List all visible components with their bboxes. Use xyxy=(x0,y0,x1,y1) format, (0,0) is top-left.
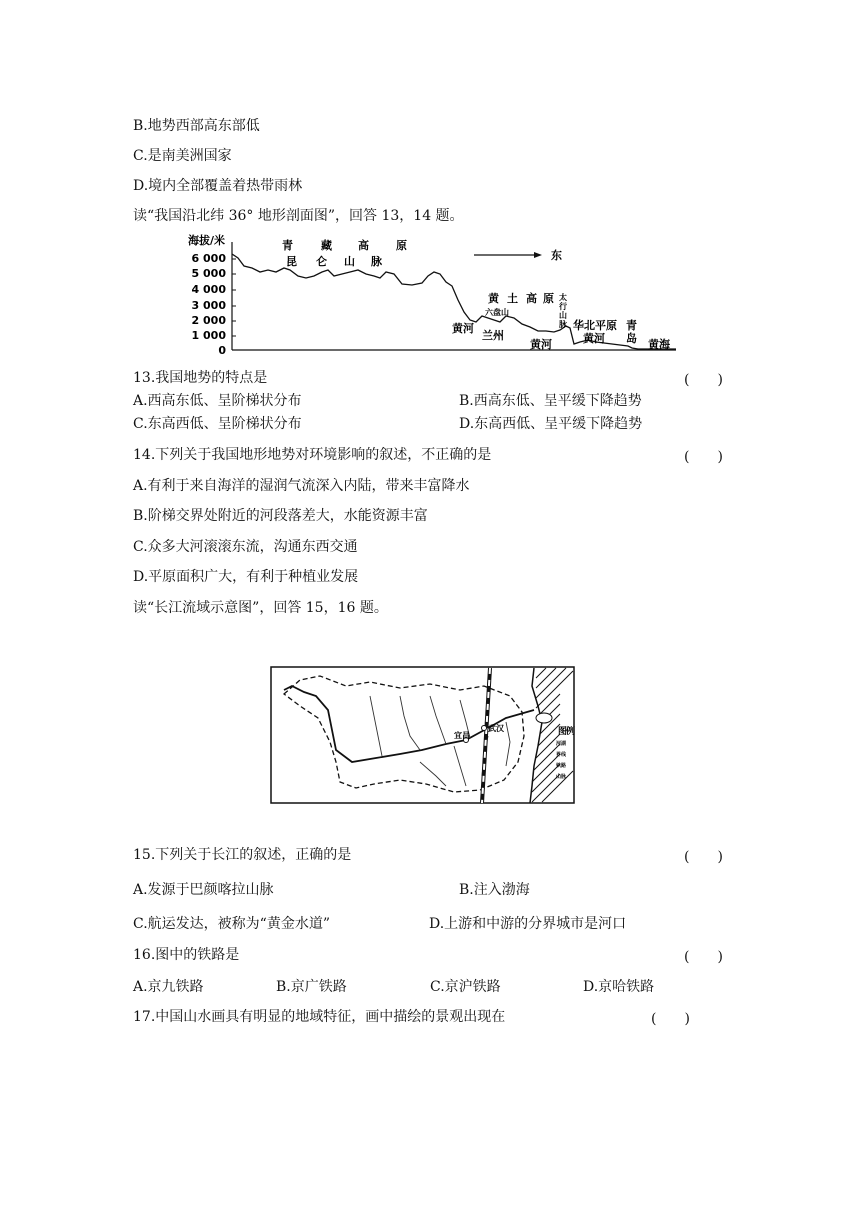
y-tick: 3 000 xyxy=(191,299,226,312)
label-taihang: 行 xyxy=(559,302,567,311)
intro-15-16: 读“长江流域示意图”，回答 15，16 题。 xyxy=(133,600,388,616)
q17-answer-bracket: ( ) xyxy=(651,1011,690,1027)
label-huangtu: 黄 xyxy=(488,292,499,305)
q15-option-b: B.注入渤海 xyxy=(459,882,530,898)
q13-option-d: D.东高西低、呈平缓下降趋势 xyxy=(459,416,643,432)
q16-option-c: C.京沪铁路 xyxy=(430,979,501,995)
q16-option-d: D.京哈铁路 xyxy=(583,979,655,995)
y-tick: 5 000 xyxy=(191,267,226,280)
q12-option-d: D.境内全部覆盖着热带雨林 xyxy=(133,178,303,194)
label-huanghe-3: 黄河 xyxy=(583,332,605,345)
label-huanghe-1: 黄河 xyxy=(452,322,474,335)
label-huanghai: 黄海 xyxy=(648,338,670,351)
label-kunlun: 仑 xyxy=(316,255,327,268)
legend-title: 例 xyxy=(566,727,576,737)
y-tick: 2 000 xyxy=(191,314,226,327)
label-huangtu: 高 xyxy=(526,292,537,305)
yangtze-basin-map xyxy=(270,666,576,806)
q16-answer-bracket: ( ) xyxy=(684,949,723,965)
label-dao: 岛 xyxy=(626,332,637,345)
q17-stem: 17.中国山水画具有明显的地域特征，画中描绘的景观出现在 xyxy=(133,1009,506,1025)
legend-item: 界线 xyxy=(556,752,567,758)
label-liupanshan: 六盘山 xyxy=(485,308,509,317)
legend-item: 河湖 xyxy=(556,741,567,747)
legend-item: 铁路 xyxy=(556,763,567,769)
label-yichang: 宜昌 xyxy=(454,731,470,740)
label-kunlun: 山 xyxy=(344,255,355,268)
q13-option-b: B.西高东低、呈平缓下降趋势 xyxy=(459,393,642,409)
label-lanzhou: 兰州 xyxy=(482,329,504,342)
q14-stem: 14.下列关于我国地形地势对环境影响的叙述，不正确的是 xyxy=(133,447,492,463)
q13-stem: 13.我国地势的特点是 xyxy=(133,370,268,386)
intro-13-14: 读“我国沿北纬 36° 地形剖面图”，回答 13，14 题。 xyxy=(133,208,464,224)
q16-stem: 16.图中的铁路是 xyxy=(133,947,240,963)
y-tick: 6 000 xyxy=(191,252,226,265)
y-axis-title: 海拔/米 xyxy=(188,234,226,247)
east-arrow-head xyxy=(534,252,542,258)
q14-answer-bracket: ( ) xyxy=(684,449,723,465)
q13-answer-bracket: ( ) xyxy=(684,372,723,388)
q13-option-c: C.东高西低、呈阶梯状分布 xyxy=(133,416,302,432)
q14-option-c: C.众多大河滚滚东流，沟通东西交通 xyxy=(133,539,358,555)
label-huabei: 华北平原 xyxy=(573,319,617,332)
q16-option-b: B.京广铁路 xyxy=(276,979,347,995)
q16-option-a: A.京九铁路 xyxy=(133,979,204,995)
q15-option-c: C.航运发达，被称为“黄金水道” xyxy=(133,916,330,932)
label-qingzang: 原 xyxy=(396,239,407,252)
lake xyxy=(536,713,552,723)
y-tick: 1 000 xyxy=(191,329,226,342)
label-taihang: 山 xyxy=(559,311,567,320)
label-taihang: 脉 xyxy=(559,320,567,329)
label-huangtu: 原 xyxy=(543,292,554,305)
q13-option-a: A.西高东低、呈阶梯状分布 xyxy=(133,393,302,409)
q12-option-b: B.地势西部高东部低 xyxy=(133,118,260,134)
label-qing: 青 xyxy=(626,319,637,332)
wuhan-marker xyxy=(482,726,487,731)
label-qingzang: 高 xyxy=(358,239,369,252)
y-tick: 4 000 xyxy=(191,283,226,296)
label-taihang: 太 xyxy=(559,293,567,302)
label-kunlun: 昆 xyxy=(286,255,297,268)
label-huangtu: 土 xyxy=(507,292,518,305)
y-tick: 0 xyxy=(218,344,226,357)
terrain-profile-chart xyxy=(186,232,686,357)
label-east: 东 xyxy=(551,249,562,262)
q15-option-a: A.发源于巴颜喀拉山脉 xyxy=(133,882,274,898)
q15-option-d: D.上游和中游的分界城市是河口 xyxy=(429,916,627,932)
map-frame xyxy=(271,667,574,803)
legend-title: 图 xyxy=(558,727,568,737)
label-qingzang: 藏 xyxy=(321,239,332,252)
q15-answer-bracket: ( ) xyxy=(684,849,723,865)
q15-stem: 15.下列关于长江的叙述，正确的是 xyxy=(133,847,352,863)
q14-option-d: D.平原面积广大，有利于种植业发展 xyxy=(133,569,359,585)
label-qingzang: 青 xyxy=(282,239,293,252)
label-kunlun: 脉 xyxy=(371,255,382,268)
label-huanghe-2: 黄河 xyxy=(530,338,552,351)
q14-option-a: A.有利于来自海洋的湿润气流深入内陆，带来丰富降水 xyxy=(133,478,470,494)
legend-item: 山脉 xyxy=(556,774,567,780)
q12-option-c: C.是南美洲国家 xyxy=(133,148,232,164)
label-wuhan: 武汉 xyxy=(488,724,504,733)
q14-option-b: B.阶梯交界处附近的河段落差大，水能资源丰富 xyxy=(133,508,428,524)
